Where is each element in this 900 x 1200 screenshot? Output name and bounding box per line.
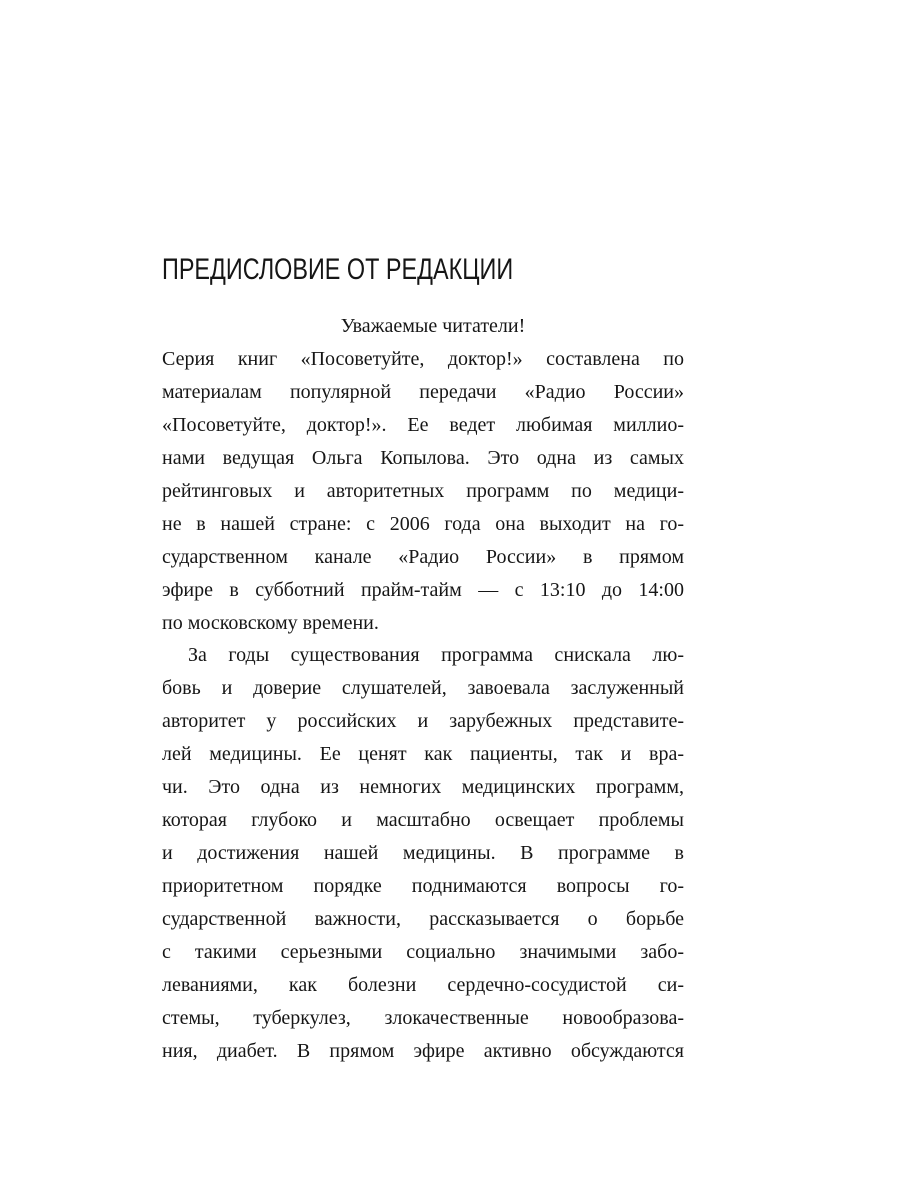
text-line: авторитет у российских и зарубежных представите- — [162, 710, 684, 732]
text-line: леваниями, как болезни сердечно-сосудистой си- — [162, 974, 684, 996]
salutation: Уважаемые читатели! — [340, 315, 526, 337]
text-line: бовь и доверие слушателей, завоевала заслуженный — [162, 677, 684, 699]
text-line: ния, диабет. В прямом эфире активно обсуждаются — [162, 1040, 684, 1062]
text-line: приоритетном порядке поднимаются вопросы го- — [162, 875, 684, 897]
text-line: «Посоветуйте, доктор!». Ее ведет любимая миллио- — [162, 414, 684, 436]
text-line: эфире в субботний прайм-тайм — с 13:10 до 14:00 — [162, 579, 684, 601]
text-line: лей медицины. Ее ценят как пациенты, так и вра- — [162, 743, 684, 765]
text-line: не в нашей стране: с 2006 года она выходит на го- — [162, 513, 684, 535]
text-line: стемы, туберкулез, злокачественные новообразова- — [162, 1007, 684, 1029]
text-line: сударственном канале «Радио России» в прямом — [162, 546, 684, 568]
paragraph-history — [162, 639, 684, 1068]
text-line: которая глубоко и масштабно освещает проблемы — [162, 809, 684, 831]
text-line: чи. Это одна из немногих медицинских программ, — [162, 776, 684, 798]
text-line: сударственной важности, рассказывается о борьбе — [162, 908, 684, 930]
text-line: по московскому времени. — [162, 612, 379, 634]
text-line: материалам популярной передачи «Радио России» — [162, 381, 684, 403]
paragraph-intro — [162, 343, 684, 640]
text-line: рейтинговых и авторитетных программ по медици- — [162, 480, 684, 502]
text-line: нами ведущая Ольга Копылова. Это одна из самых — [162, 447, 684, 469]
text-line: с такими серьезными социально значимыми забо- — [162, 941, 684, 963]
text-line: Серия книг «Посоветуйте, доктор!» составлена по — [162, 348, 684, 370]
text-line: и достижения нашей медицины. В программе в — [162, 842, 684, 864]
chapter-heading: ПРЕДИСЛОВИЕ ОТ РЕДАКЦИИ — [162, 253, 514, 286]
text-line: За годы существования программа снискала лю- — [188, 644, 684, 666]
